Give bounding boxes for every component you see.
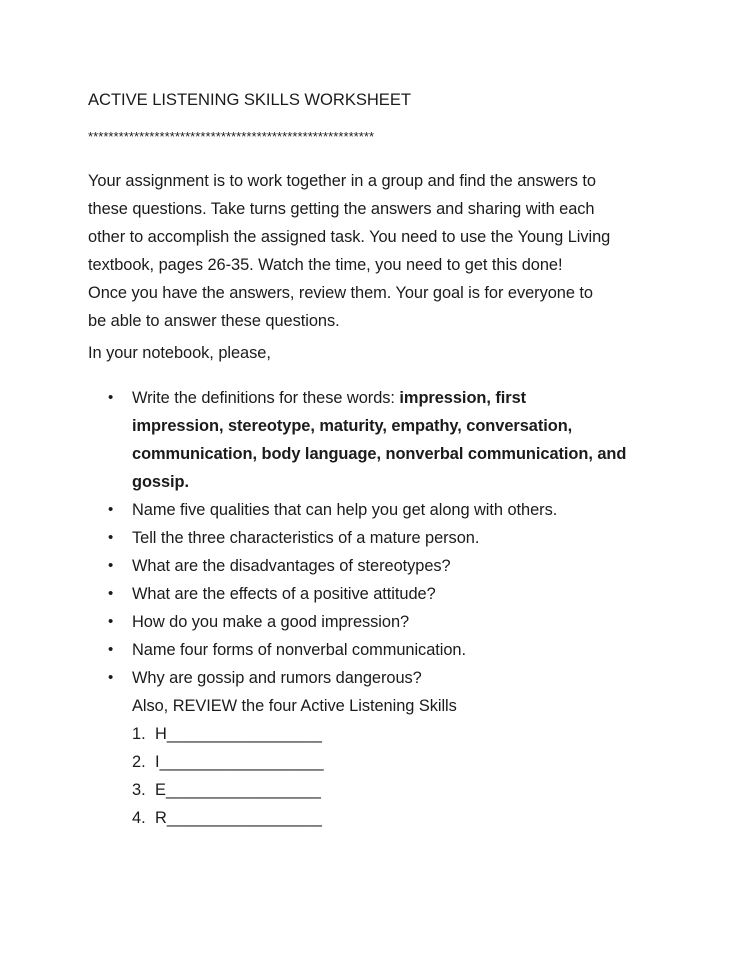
bullet-icon: • (108, 585, 114, 602)
bullet-icon: • (108, 669, 114, 686)
bullet-icon: • (108, 501, 114, 518)
definitions-line (132, 444, 626, 464)
question-text: Name five qualities that can help you get along with others. (132, 501, 558, 519)
intro-line: Once you have the answers, review them. Your goal is for everyone to (88, 284, 593, 302)
skill-letter: I (155, 753, 160, 771)
skill-answer-line: __________________ (159, 753, 324, 771)
bullet-icon: • (108, 641, 114, 658)
skill-blank (155, 752, 324, 772)
skill-number: 4. (132, 809, 146, 827)
bullet-icon: • (108, 613, 114, 630)
definitions-line (132, 472, 189, 492)
definitions-terms: communication, body language, nonverbal communication, and (132, 445, 627, 463)
skill-answer-line: _________________ (165, 781, 321, 799)
definitions-terms: impression, first (399, 389, 527, 407)
intro-line: Your assignment is to work together in a group and find the answers to (88, 172, 596, 190)
bullet-icon: • (108, 389, 114, 406)
asterisk-separator: ******************************************************** (88, 129, 375, 144)
skill-blank (155, 724, 322, 744)
question-text: Tell the three characteristics of a mature person. (132, 529, 480, 547)
intro-line: textbook, pages 26-35. Watch the time, you need to get this done! (88, 256, 563, 274)
skill-blank (155, 780, 321, 800)
question-text: How do you make a good impression? (132, 613, 410, 631)
definitions-first-line (132, 388, 526, 408)
question-text: Why are gossip and rumors dangerous? (132, 669, 422, 687)
skill-blank (155, 808, 322, 828)
question-text: Name four forms of nonverbal communication. (132, 641, 467, 659)
skill-letter: E (155, 781, 166, 799)
skill-number: 2. (132, 753, 146, 771)
skill-number: 1. (132, 725, 146, 743)
notebook-prompt: In your notebook, please, (88, 344, 271, 362)
bullet-icon: • (108, 557, 114, 574)
intro-line: other to accomplish the assigned task. You need to use the Young Living (88, 228, 611, 246)
question-text: What are the effects of a positive attitude? (132, 585, 436, 603)
definitions-lead: Write the definitions for these words: (132, 389, 400, 407)
bullet-icon: • (108, 529, 114, 546)
worksheet-title: ACTIVE LISTENING SKILLS WORKSHEET (88, 90, 411, 109)
definitions-terms: gossip. (132, 473, 190, 491)
question-text: What are the disadvantages of stereotypes? (132, 557, 451, 575)
skill-letter: H (155, 725, 167, 743)
intro-line: these questions. Take turns getting the answers and sharing with each (88, 200, 595, 218)
review-prompt: Also, REVIEW the four Active Listening Skills (132, 697, 457, 715)
skill-number: 3. (132, 781, 146, 799)
definitions-terms: impression, stereotype, maturity, empathy, conversation, (132, 417, 573, 435)
skill-answer-line: _________________ (166, 809, 322, 827)
intro-line: be able to answer these questions. (88, 312, 340, 330)
skill-letter: R (155, 809, 167, 827)
skill-answer-line: _________________ (166, 725, 322, 743)
definitions-line (132, 416, 572, 436)
